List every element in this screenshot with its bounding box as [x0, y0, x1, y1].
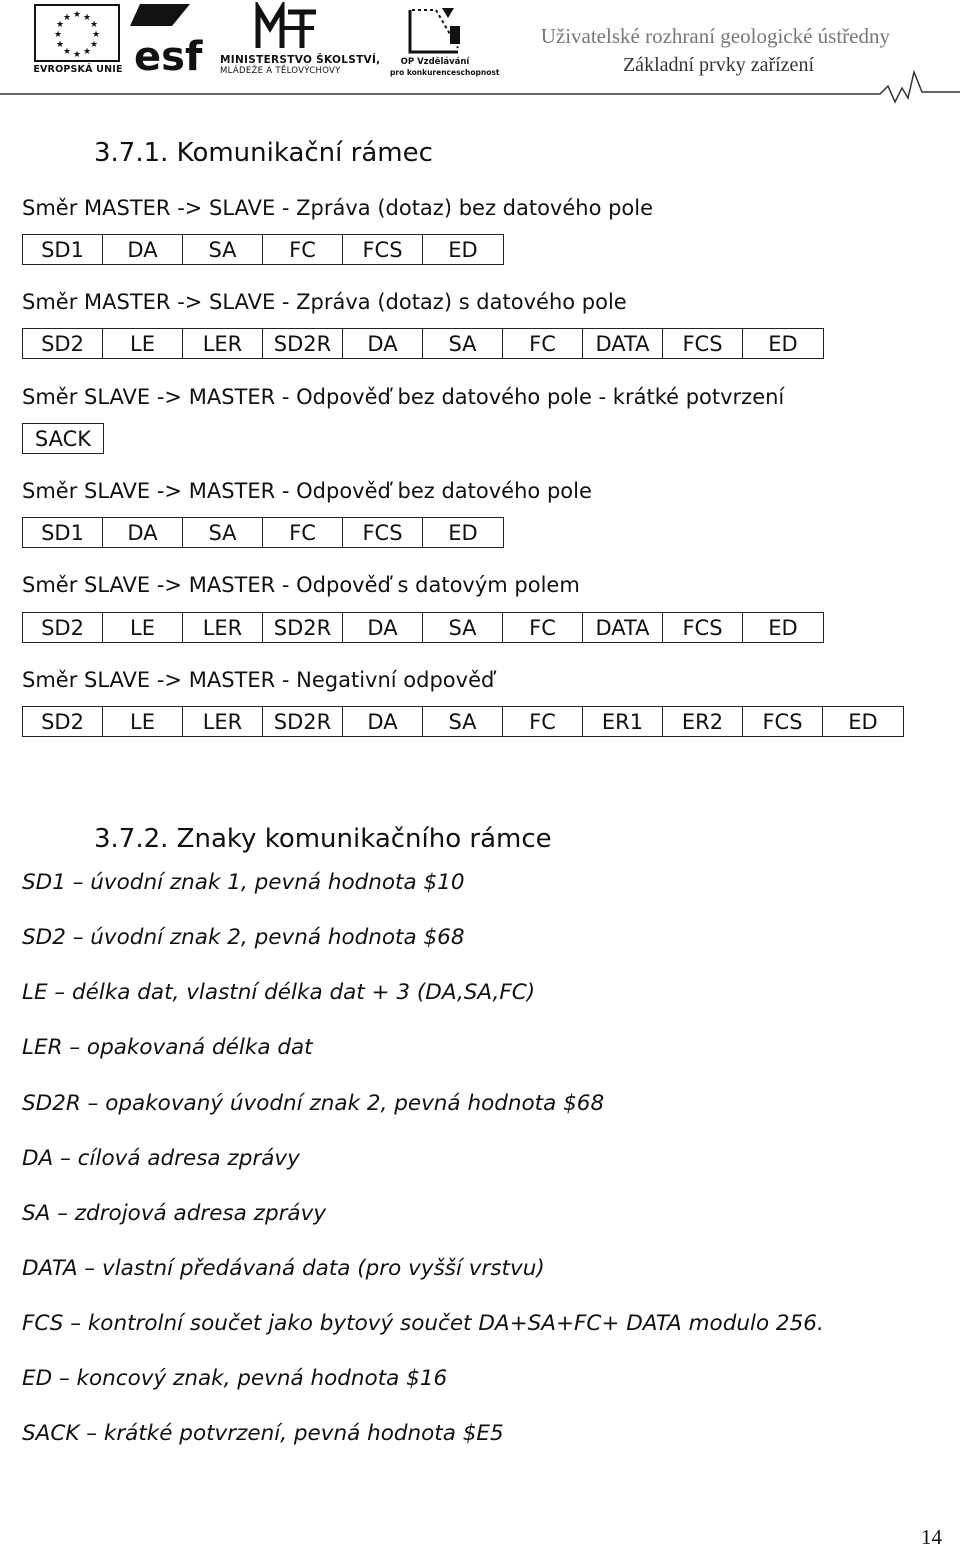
- frame-table: [22, 328, 824, 359]
- op-line-2: pro konkurenceschopnost: [390, 68, 500, 77]
- header-subtitle: Základní prvky zařízení: [622, 54, 814, 76]
- frame-cell: FC: [263, 518, 343, 547]
- frame-caption: Směr MASTER -> SLAVE - Zpráva (dotaz) s datového pole: [22, 290, 627, 314]
- msmt-line-2: MLÁDEŽE A TĚLOVÝCHOVY: [220, 66, 341, 76]
- frame-cell: DATA: [583, 613, 663, 642]
- frame-cell: FCS: [343, 518, 423, 547]
- definition-sd2: SD2 – úvodní znak 2, pevná hodnota $68: [22, 925, 465, 950]
- svg-text:★: ★: [82, 47, 92, 57]
- frame-cell: SA: [183, 235, 263, 264]
- frame-cell: SA: [423, 707, 503, 736]
- section-title-characters: 3.7.2. Znaky komunikačního rámce: [94, 824, 552, 854]
- frame-cell: SA: [183, 518, 263, 547]
- frame-table: [22, 612, 824, 643]
- frame-cell: FC: [503, 707, 583, 736]
- frame-cell: FC: [503, 613, 583, 642]
- esf-wordmark: esf: [134, 34, 203, 74]
- frame-table: [22, 234, 504, 265]
- frame-cell: ED: [768, 331, 798, 356]
- frame-cell: ER1: [583, 707, 663, 736]
- frame-cell: SA: [423, 329, 503, 358]
- frame-cell: SA: [423, 613, 503, 642]
- definition-data: DATA – vlastní předávaná data (pro vyšší vrstvu): [22, 1256, 545, 1281]
- page-header: [0, 0, 960, 104]
- svg-text:★: ★: [62, 47, 72, 57]
- svg-text:★: ★: [72, 10, 82, 20]
- svg-text:★: ★: [91, 30, 101, 40]
- definition-le: LE – délka dat, vlastní délka dat + 3 (DA,SA,FC): [22, 980, 536, 1005]
- svg-text:★: ★: [89, 40, 99, 50]
- svg-text:★: ★: [82, 13, 92, 23]
- svg-text:★: ★: [72, 50, 82, 60]
- header-title: Uživatelské rozhraní geologické ústředny: [540, 24, 890, 48]
- frame-cell: FCS: [663, 613, 743, 642]
- svg-text:★: ★: [55, 40, 65, 50]
- frame-cell: SD2: [23, 707, 103, 736]
- frame-cell: SD2R: [263, 329, 343, 358]
- frame-cell: ED: [768, 615, 798, 640]
- frame-cell: FC: [263, 235, 343, 264]
- op-line-1: OP Vzdělávání: [400, 57, 470, 67]
- svg-text:★: ★: [62, 13, 72, 23]
- frame-cell: LER: [183, 613, 263, 642]
- frame-cell: DA: [103, 518, 183, 547]
- frame-cell: FC: [503, 329, 583, 358]
- frame-cell: SD1: [23, 518, 103, 547]
- frame-cell: DA: [343, 707, 423, 736]
- frame-table: [22, 517, 504, 548]
- svg-text:★: ★: [55, 20, 65, 30]
- definition-sa: SA – zdrojová adresa zprávy: [22, 1201, 327, 1226]
- frame-cell: ED: [848, 709, 878, 734]
- frame-cell: DATA: [583, 329, 663, 358]
- frame-cell: DA: [343, 329, 423, 358]
- frame-cell: SACK: [34, 426, 92, 451]
- definition-ed: ED – koncový znak, pevná hodnota $16: [22, 1366, 448, 1391]
- frame-cell: ED: [448, 237, 478, 262]
- frame-cell: LE: [103, 329, 183, 358]
- frame-cell: SD2: [23, 329, 103, 358]
- frame-table: [22, 706, 904, 737]
- frame-cell: DA: [343, 613, 423, 642]
- frame-cell: LE: [103, 613, 183, 642]
- definition-da: DA – cílová adresa zprávy: [22, 1146, 300, 1171]
- definition-sack: SACK – krátké potvrzení, pevná hodnota $E5: [22, 1421, 504, 1446]
- frame-cell: FCS: [663, 329, 743, 358]
- frame-caption: Směr MASTER -> SLAVE - Zpráva (dotaz) bez datového pole: [22, 196, 654, 220]
- frame-table: [22, 423, 104, 454]
- frame-cell: ER2: [663, 707, 743, 736]
- frame-cell: SD1: [23, 235, 103, 264]
- frame-caption: Směr SLAVE -> MASTER - Odpověď s datovým polem: [22, 573, 580, 597]
- frame-cell: LER: [183, 329, 263, 358]
- svg-text:★: ★: [89, 20, 99, 30]
- msmt-line-1: MINISTERSTVO ŠKOLSTVÍ,: [220, 54, 381, 66]
- header-rule: [0, 0, 960, 104]
- frame-cell: SD2R: [263, 613, 343, 642]
- frame-cell: FCS: [343, 235, 423, 264]
- frame-cell: LE: [103, 707, 183, 736]
- section-title-frame: 3.7.1. Komunikační rámec: [94, 138, 433, 168]
- frame-cell: ED: [448, 520, 478, 545]
- definition-fcs: FCS – kontrolní součet jako bytový součet DA+SA+FC+ DATA modulo 256.: [22, 1311, 824, 1336]
- definition-sd1: SD1 – úvodní znak 1, pevná hodnota $10: [22, 870, 465, 895]
- frame-caption: Směr SLAVE -> MASTER - Odpověď bez datového pole - krátké potvrzení: [22, 385, 785, 409]
- frame-cell: LER: [183, 707, 263, 736]
- definition-ler: LER – opakovaná délka dat: [22, 1035, 313, 1060]
- frame-cell: SD2R: [263, 707, 343, 736]
- frame-cell: DA: [103, 235, 183, 264]
- page-number: 14: [921, 1525, 942, 1549]
- frame-cell: FCS: [743, 707, 823, 736]
- frame-cell: SD2: [23, 613, 103, 642]
- definition-sd2r: SD2R – opakovaný úvodní znak 2, pevná hodnota $68: [22, 1091, 605, 1116]
- eu-caption: EVROPSKÁ UNIE: [33, 64, 123, 75]
- frame-caption: Směr SLAVE -> MASTER - Odpověď bez datového pole: [22, 479, 592, 503]
- svg-text:★: ★: [53, 30, 63, 40]
- frame-caption: Směr SLAVE -> MASTER - Negativní odpověď: [22, 668, 495, 692]
